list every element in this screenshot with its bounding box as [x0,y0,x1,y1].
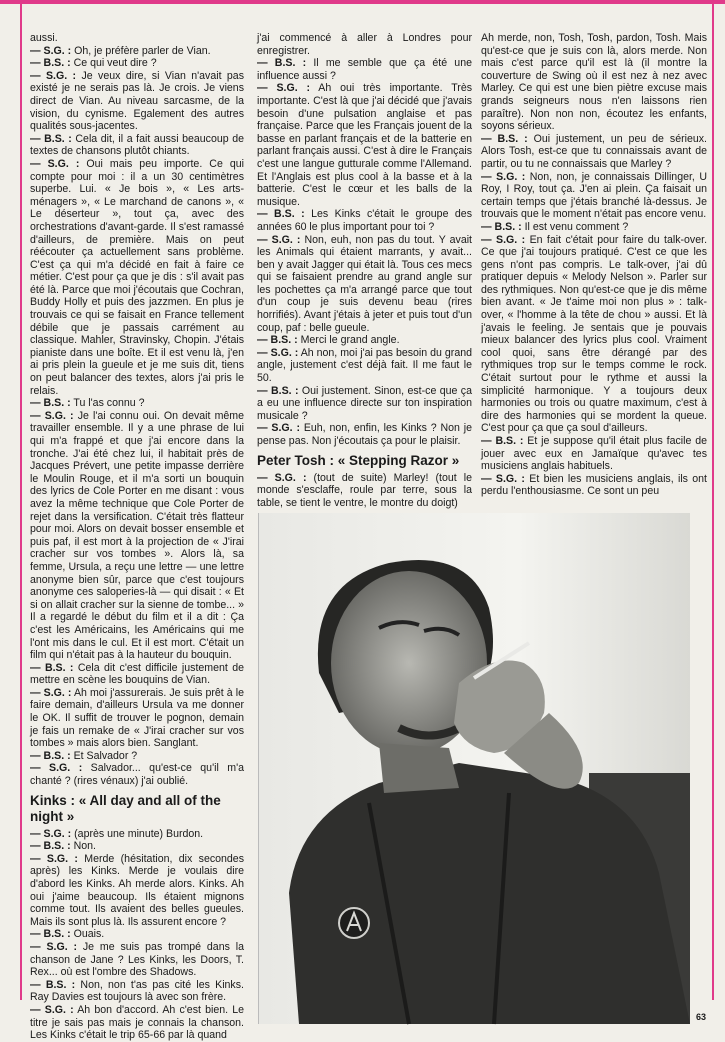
paragraph-text: Il me semble que ça été une influence aussi ? [257,57,472,82]
interview-paragraph [30,979,244,1004]
paragraph-text: Les Kinks c'était le groupe des années 60 le plus important pour toi ? [257,208,472,233]
interview-paragraph [30,762,244,787]
paragraph-text: Il est venu comment ? [524,220,629,233]
page-left-border [20,0,22,1000]
interview-paragraph [30,158,244,397]
speaker-label: — S.G. : [481,170,526,183]
interview-paragraph [30,941,244,979]
speaker-label: — S.G. : [30,44,72,57]
paragraph-text: Non, non t'as pas cité les Kinks. Ray Davies est toujours là avec son frère. [30,978,244,1004]
speaker-label: — B.S. : [30,661,74,674]
interview-paragraph [30,45,244,58]
speaker-label: — S.G. : [30,762,83,775]
paragraph-text: Merci le grand angle. [300,334,400,347]
paragraph-text: Et je suppose qu'il était plus facile de jouer avec eux en Jamaïque qu'avec tes musiciens anglais habituels. [481,435,707,473]
speaker-label: — B.S. : [257,334,298,347]
speaker-label: — B.S. : [30,57,71,70]
interview-paragraph [257,472,472,510]
interview-paragraph [30,32,244,45]
interview-paragraph [30,928,244,941]
paragraph-text: Non, non, je connaissais Dillinger, U Roy, I Roy, tout ça. J'en ai plein. Ça faisait un certain temps que j'étais branché là-dessus. Je trouvais que le moment n'était pas encore venu. [481,170,707,221]
speaker-label: — B.S. : [257,57,307,70]
speaker-label: — S.G. : [30,157,80,170]
interview-paragraph [481,435,707,473]
speaker-label: — S.G. : [30,940,78,953]
speaker-label: — B.S. : [257,208,305,221]
speaker-label: — B.S. : [30,132,72,145]
speaker-label: — B.S. : [30,978,76,991]
speaker-label: — B.S. : [481,132,528,145]
paragraph-text: j'ai commencé à aller à Londres pour enregistrer. [257,32,472,57]
interview-paragraph [30,840,244,853]
speaker-label: — S.G. : [30,409,74,422]
paragraph-text: Je l'ai connu oui. On devait même travailler ensemble. Il y a une phrase de lui qui m'a frappé et que j'ai encore dans la tronche. J'ai été chez lui, il habitait près de Jacques Prévert, une petite impasse derrière le Moulin Rouge, et il m'a sorti un bouquin des lyrics de Cole Porter en me disant : vous avez la même technique que Cole Porter de rejet dans la versification. C'était très flatteur pour moi. Alors on devait bosser ensemble et puis paf, il est mort à la projection de « J'irai cracher sur vos tombes ». Alors là, sa femme, Ursula, a reçu une lettre — une lettre anonyme bien sûr, parce que c'est toujours anonyme ces saloperies-là — qui disait : « Et si on allait cracher sur la sienne de tombe... » Il a regardé le début du film et il a dit : Ça c'est les Américains, les Américains qui me l'ont mis dans le cul. Et il est mort. C'était un film qui n'était pas à la hauteur du bouquin. [30,409,244,662]
paragraph-text: Je veux dire, si Vian n'avait pas existé je ne serais pas là. Je crois. Je viens direct de Vian. Au niveau sarcasme, de la vision, du cynisme. Egalement des autres qualités sous-jacentes. [30,69,244,133]
paragraph-text: Ah oui très importante. Très importante. C'est là que j'ai décidé que j'avais besoin d'une pulsation anglaise et pas française. Parce que les Français jouent de la basse en parlant français et de la batterie en parlant français aussi. C'est à dire le Français c'est une langue gutturale comme l'Allemand. Et l'Anglais est plus cool à la basse et à la batterie. C'est le cœur et les balls de la musique. [257,82,473,208]
speaker-label: — S.G. : [30,852,78,865]
speaker-label: — B.S. : [257,384,299,397]
paragraph-text: Non. [73,840,96,853]
paragraph-text: Cela dit c'est difficile justement de mettre en scène les bouquins de Vian. [30,661,244,687]
paragraph-text: En fait c'était pour faire du talk-over. Ce que j'ai toujours pratiqué. C'est ce que les gens n'ont pas compris. Le talk-over, j'ai dû pratiquer depuis « Melody Nelson ». Parler sur des rythmiques. Non qu'est-ce que je dis même bien avant. « Je t'aime moi non plus » : talk-over, « l'homme à la tête de chou » aussi. Et là j'avais le feeling. Je sentais que je pouvais mieux balancer des lyrics plus cool. Vraiment cool quoi, sans être dérangé par des rythmiques trop sur le temps comme le rock. C'était surtout pour le rythme et aussi la simplicité harmonique. Y a toujours deux harmonies ou trois ou quatre maximum, c'est à dire des harmonies qui se mordent la queue. C'est pour ça que ça soul d'ailleurs. [481,233,708,435]
interview-paragraph [481,171,707,221]
page-top-border [0,0,725,4]
paragraph-text: aussi. [30,32,58,44]
interview-paragraph [30,133,244,158]
interview-paragraph [257,334,472,347]
paragraph-text: Oui justement, un peu de sérieux. Alors Tosh, est-ce que tu connaissais avant de partir, ou tu ne connaissais que Marley ? [481,132,707,170]
paragraph-text: Et bien les musiciens anglais, ils ont perdu l'enthousiasme. Ce sont un peu [481,472,707,498]
text-column-2 [257,32,472,512]
speaker-label: — B.S. : [30,749,71,762]
speaker-label: — S.G. : [481,472,525,485]
paragraph-text: Et Salvador ? [73,749,138,762]
paragraph-text: Oui mais peu importe. Ce qui compte pour moi : il a un 30 centimètres superbe. Lui. « Je bois », « Les arts-ménagers », « Le marchand de canons », « Le déserteur », tout ça, avec des orchestrations d'avant-garde. Il s'est ramassé d'ailleurs, de première. Mais on peut réécouter ça actuellement sans problème. C'est ça qui m'a décidé en fait à faire ce métier. C'est pour ça que je dis : s'il avait pas été là. Parce que moi j'écoutais que Cochran, Buddy Holly et puis des jazzmen. En plus je trouvais ce qui se faisait en France tellement débile que je passais carrément au classique. Mahler, Stravinsky, Chopin. J'étais pianiste dans une boîte. Et il est venu là, j'en ai pris plein la gueule et je me suis dit, tiens on peut balancer des textes, alors j'ai pris le relais. [30,157,244,397]
paragraph-text: Oh, je préfère parler de Vian. [74,44,211,57]
speaker-label: — S.G. : [30,686,72,699]
page-right-border [712,0,714,1000]
interview-paragraph [30,410,244,662]
paragraph-text: Ah merde, non, Tosh, Tosh, pardon, Tosh. Mais qu'est-ce que je suis con là, alors merde. Non mais c'est parce qu'il est là (il montre la couverture de Swing où il est nez à nez avec Marley. Ce qui est une bien piètre excuse mais grands seigneurs nous n'en laissons rien paraître). Non non non, écoutez les enfants, soyons sérieux. [481,32,707,133]
interview-paragraph [30,70,244,133]
speaker-label: — B.S. : [30,840,71,853]
interview-paragraph [481,32,707,133]
interview-paragraph [257,208,472,233]
interview-paragraph [257,347,472,385]
text-column-1 [30,32,245,1042]
speaker-label: — B.S. : [30,397,71,410]
interview-paragraph [30,397,244,410]
speaker-label: — S.G. : [257,471,307,484]
speaker-label: — S.G. : [30,69,77,82]
speaker-label: — B.S. : [481,435,524,447]
interview-paragraph [257,385,472,423]
paragraph-text: Ouais. [73,928,105,941]
paragraph-text: Salvador... qu'est-ce qu'il m'a chanté ? (rires vénaux) j'ai oublié. [30,762,244,788]
section-heading: Kinks : « All day and all of the night » [30,792,221,824]
paragraph-text: Ah non, moi j'ai pas besoin du grand angle, justement c'est déjà fait. Il me faut le 50. [257,346,473,385]
interview-paragraph [481,234,707,436]
interview-paragraph [30,57,244,70]
interview-paragraph [30,662,244,687]
paragraph-text: Merde (hésitation, dix secondes après) les Kinks. Merde je voulais dire d'abord les Kinks. Ah merde alors. Kinks. Ah oui j'aime beaucoup. Ils étaient mignons comme tout. Ils avaient des belles gueules. Mais ils sont plus là. Ils assurent encore ? [30,852,244,928]
page-number: 63 [696,1012,707,1022]
section-heading: Peter Tosh : « Stepping Razor » [257,452,460,468]
interview-paragraph [30,853,244,929]
paragraph-text: Euh, non, enfin, les Kinks ? Non je pense pas. Non j'écoutais ça pour le plaisir. [257,422,472,447]
speaker-label: — S.G. : [30,827,72,840]
paragraph-text: Ce qui veut dire ? [73,57,157,70]
portrait-photo [258,513,690,1024]
speaker-label: — S.G. : [481,233,526,246]
interview-paragraph [30,828,244,841]
paragraph-text: Ah moi j'assurerais. Je suis prêt à le faire demain, d'ailleurs Ursula va me donner le OK. Il suffit de trouver le pognon, demain je fais un remake de « J'irai cracher sur vos tombes » mais alors bien. Sanglant. [30,686,245,750]
interview-paragraph [481,473,707,498]
paragraph-text: Tu l'as connu ? [73,397,145,410]
speaker-label: — S.G. : [30,1003,74,1016]
interview-paragraph [30,687,244,750]
interview-paragraph [257,82,472,208]
speaker-label: — B.S. : [30,928,71,941]
speaker-label: — S.G. : [257,346,299,359]
text-column-3 [481,32,707,502]
interview-paragraph [481,133,707,171]
interview-paragraph [30,750,244,763]
paragraph-text: Je me suis pas trompé dans la chanson de Jane ? Les Kinks, les Doors, T. Rex... où est l'ombre des Shadows. [30,940,244,979]
speaker-label: — B.S. : [481,220,522,233]
paragraph-text: Non, euh, non pas du tout. Y avait les Animals qui étaient marrants, y avait... ben y avait Jagger qui était là. Tous ces mecs qui se faisaient prendre au grand angle sur les pochettes ça m'a arrangé parce que tout d'un coup je suis devenu beau (rires horrifiés). Avant j'étais à jeter et puis tout d'un coup, paf : belle gueule. [257,233,473,334]
interview-paragraph [257,57,472,82]
interview-paragraph [30,1004,244,1042]
paragraph-text: Ah bon d'accord. Ah c'est bien. Le titre je sais pas mais je connais la chanson. Les Kinks c'était le trip 65-66 par là quand [30,1003,245,1042]
paragraph-text: (tout de suite) Marley! (tout le monde s'esclaffe, roule par terre, sous la table, se tient le ventre, le montre du doigt) [257,471,472,509]
speaker-label: — S.G. : [257,82,311,95]
paragraph-text: Cela dit, il a fait aussi beaucoup de textes de chansons plutôt chiants. [30,132,244,158]
interview-paragraph [257,32,472,57]
speaker-label: — S.G. : [257,233,301,246]
interview-paragraph [481,221,707,234]
interview-paragraph [257,422,472,447]
interview-paragraph [257,234,472,335]
paragraph-text: (après une minute) Burdon. [74,827,204,840]
speaker-label: — S.G. : [257,422,300,435]
paragraph-text: Oui justement. Sinon, est-ce que ça a eu une influence directe sur ton inspiration musicale ? [257,384,472,422]
